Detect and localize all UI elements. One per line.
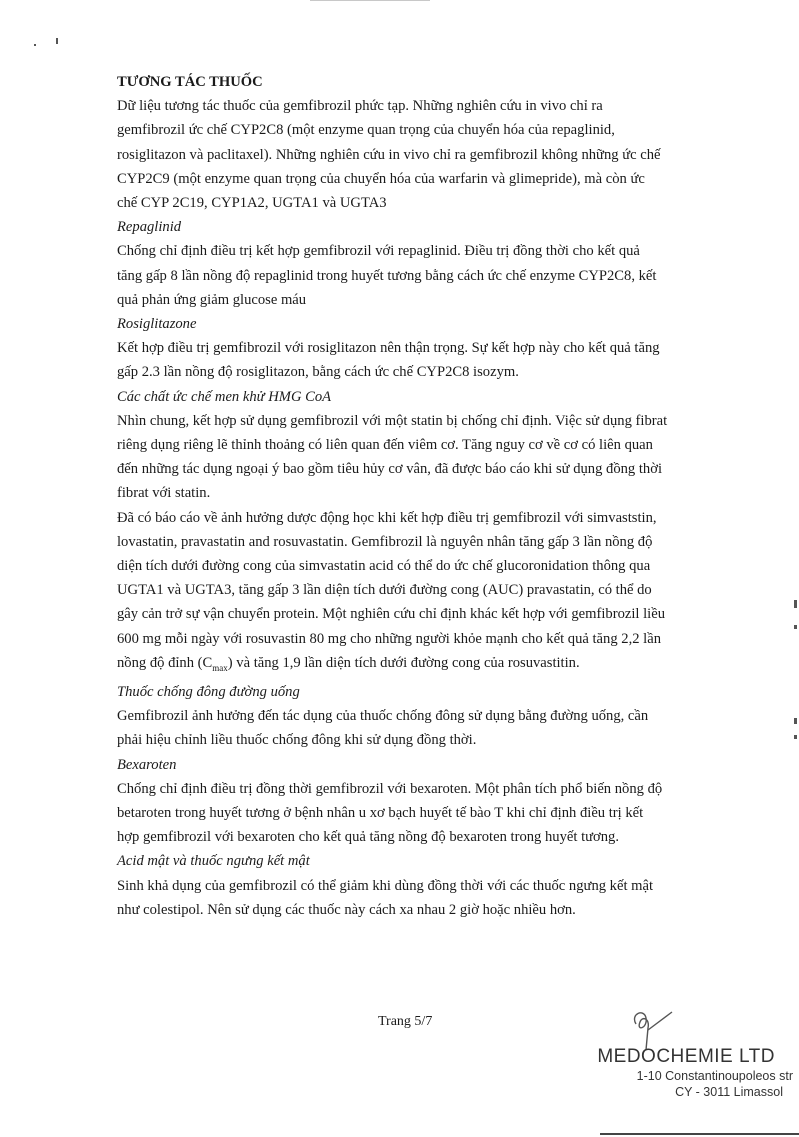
subheading-hmgcoa: Các chất ức chế men khử HMG CoA	[117, 388, 332, 405]
scan-edge-mark	[794, 735, 797, 739]
text-line: betaroten trong huyết tương ở bệnh nhân u xơ bạch huyết tế bào T khi chỉ định điều trị kết	[117, 805, 644, 821]
text-line: Dữ liệu tương tác thuốc của gemfibrozil phức tạp. Những nghiên cứu in vivo chỉ ra	[117, 98, 603, 115]
text-fragment: ) và tăng 1,9 lần diện tích dưới đường cong của rosuvastitin.	[227, 654, 580, 671]
hmgcoa-paragraph	[117, 409, 695, 506]
text-line: CYP2C9 (một enzyme quan trọng của chuyển hóa của warfarin và glimepride), mà còn ức	[117, 170, 645, 187]
text-line: riêng dụng riêng lẽ thỉnh thoảng có liên quan đến viêm cơ. Tăng nguy cơ về cơ có liên quan	[117, 437, 653, 454]
text-line: Nhìn chung, kết hợp sử dụng gemfibrozil với một statin bị chống chỉ định. Việc sử dụng fibrat	[117, 412, 668, 429]
subheading-anticoagulant: Thuốc chống đông đường uống	[117, 683, 300, 700]
text-line: Đã có báo cáo về ảnh hưởng dược động học khi kết hợp điều trị gemfibrozil với simvaststin,	[117, 509, 657, 526]
text-line: như colestipol. Nên sử dụng các thuốc này cách xa nhau 2 giờ hoặc nhiều hơn.	[117, 901, 576, 918]
text-line: chế CYP 2C19, CYP1A2, UGTA1 và UGTA3	[117, 195, 387, 212]
subheading-repaglinid: Repaglinid	[117, 219, 182, 236]
repaglinid-paragraph	[117, 239, 695, 312]
text-line: lovastatin, pravastatin and rosuvastatin. Gemfibrozil là nguyên nhân tăng gấp 3 lần nồng độ	[117, 533, 653, 550]
section-title: TƯƠNG TÁC THUỐC	[117, 74, 263, 90]
text-line: Chống chỉ định điều trị đồng thời gemfibrozil với bexaroten. Một phân tích phổ biến nồng độ	[117, 780, 663, 797]
text-line: quả phản ứng giảm glucose máu	[117, 291, 307, 308]
text-line: gấp 2.3 lần nồng độ rosiglitazon, bằng cách ức chế CYP2C8 isozym.	[117, 364, 519, 381]
subheading-bexaroten: Bexaroten	[117, 756, 177, 773]
cmax-subscript: max	[212, 662, 228, 673]
stamp-address-line: 1-10 Constantinoupoleos str	[636, 1069, 793, 1083]
text-line: rosiglitazon và paclitaxel). Những nghiên cứu in vivo chỉ ra gemfibrozil không những ức chế	[117, 146, 661, 163]
text-line: hợp gemfibrozil với bexaroten cho kết quả tăng nồng độ bexaroten trong huyết tương.	[117, 829, 619, 846]
scan-top-line	[310, 0, 430, 1]
bexaroten-paragraph	[117, 777, 695, 850]
statin-pk-paragraph	[117, 506, 695, 680]
anticoagulant-paragraph	[117, 704, 695, 752]
rosiglitazone-paragraph	[117, 336, 695, 384]
document-body	[117, 70, 695, 922]
scan-edge-mark	[794, 600, 797, 608]
company-stamp	[555, 1046, 799, 1100]
text-line: đến những tác dụng ngoại ý bao gồm tiêu hủy cơ vân, đã được báo cáo khi sử dụng đồng thời	[117, 461, 662, 478]
page-number: Trang 5/7	[378, 1014, 433, 1029]
text-fragment: nồng độ đỉnh (C	[117, 654, 213, 671]
scan-edge-mark	[56, 38, 58, 44]
scan-edge-mark	[794, 625, 797, 629]
text-line: gây cản trở sự vận chuyển protein. Một nghiên cứu chỉ định khác kết hợp với gemfibrozil liều	[117, 606, 665, 623]
text-line: 600 mg mỗi ngày với rosuvastin 80 mg cho những người khỏe mạnh cho kết quả tăng 2,2 lần	[117, 630, 661, 647]
text-line: tăng gấp 8 lần nồng độ repaglinid trong huyết tương bằng cách ức chế enzyme CYP2C8, kết	[117, 267, 657, 284]
text-line	[117, 655, 580, 671]
scan-edge-mark	[794, 718, 797, 724]
text-line: UGTA1 và UGTA3, tăng gấp 3 lần diện tích dưới đường cong (AUC) pravastatin, có thể do	[117, 582, 652, 599]
text-line: Chống chỉ định điều trị kết hợp gemfibrozil với repaglinid. Điều trị đồng thời cho kết quả	[117, 243, 640, 260]
text-line: phải hiệu chỉnh liều thuốc chống đông khi sử dụng đồng thời.	[117, 732, 477, 749]
stamp-company-name: MEDOCHEMIE LTD	[597, 1046, 775, 1067]
text-line: fibrat với statin.	[117, 485, 211, 502]
bile-acid-paragraph	[117, 874, 695, 922]
text-line: Sinh khả dụng của gemfibrozil có thể giảm khi dùng đồng thời với các thuốc ngưng kết mật	[117, 877, 654, 894]
text-line: Kết hợp điều trị gemfibrozil với rosiglitazon nên thận trọng. Sự kết hợp này cho kết quả tăng	[117, 340, 660, 357]
subheading-rosiglitazone: Rosiglitazone	[117, 316, 197, 333]
text-line: diện tích dưới đường cong của simvastatin acid có thể do ức chế glucoronidation thông qua	[117, 558, 651, 575]
scan-bottom-line	[600, 1133, 799, 1135]
subheading-bile-acid: Acid mật và thuốc ngưng kết mật	[117, 853, 310, 870]
stamp-address-line: CY - 3011 Limassol	[675, 1085, 783, 1099]
intro-paragraph	[117, 94, 695, 215]
text-line: gemfibrozil ức chế CYP2C8 (một enzyme quan trọng của chuyển hóa của repaglinid,	[117, 122, 615, 139]
scan-edge-mark	[34, 44, 36, 46]
text-line: Gemfibrozil ảnh hưởng đến tác dụng của thuốc chống đông sử dụng bằng đường uống, cần	[117, 708, 649, 725]
